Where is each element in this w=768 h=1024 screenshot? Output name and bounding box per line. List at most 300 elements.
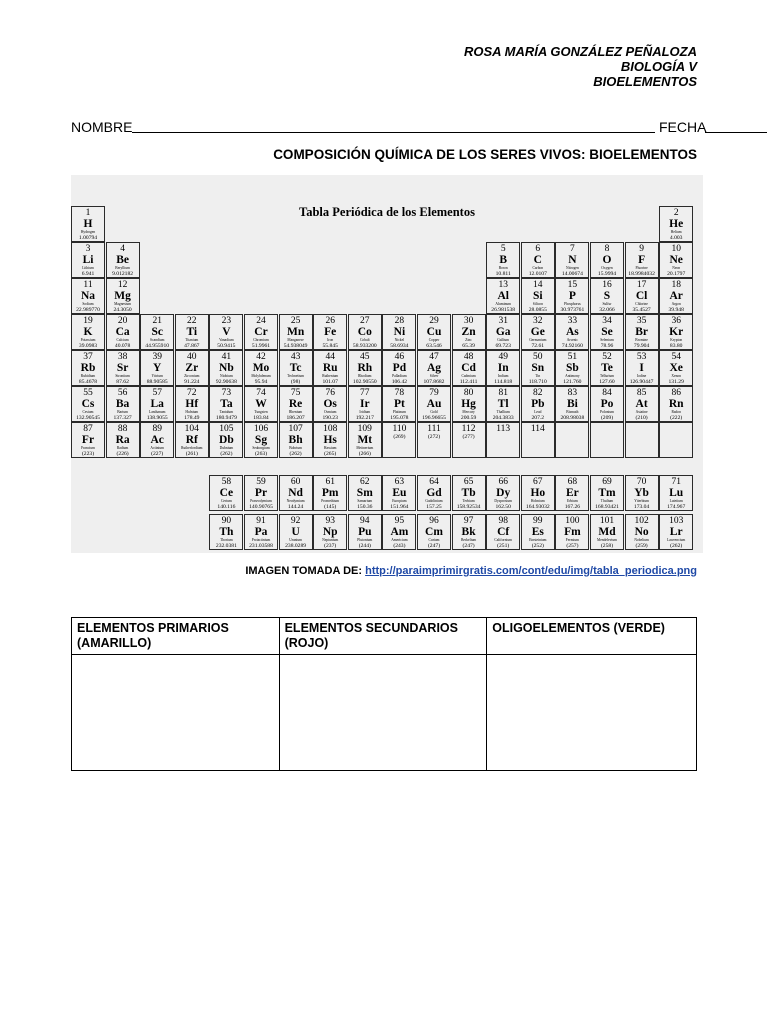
element-cell-gd (417, 475, 451, 511)
atomic-number: 27 (360, 316, 370, 326)
atomic-number: 74 (256, 388, 266, 398)
element-cell-cm (417, 514, 451, 550)
name-date-line (71, 119, 707, 135)
atomic-mass: 151.964 (390, 504, 409, 510)
element-cell-xe (659, 350, 693, 386)
atomic-mass: (259) (635, 543, 648, 549)
element-symbol: B (499, 254, 508, 266)
element-name: Protactinium (251, 538, 271, 542)
element-name: Bohrium (289, 446, 302, 450)
element-symbol: Sr (116, 362, 129, 374)
course-name: BIOLOGÍA V (620, 59, 697, 74)
element-name: Calcium (116, 338, 129, 342)
element-cell-te (590, 350, 624, 386)
atomic-mass: 50.9415 (217, 343, 236, 349)
atomic-mass: 138.9055 (146, 415, 168, 421)
element-symbol: Mn (286, 326, 305, 338)
atomic-number: 87 (83, 424, 93, 434)
element-name: Magnesium (114, 302, 132, 306)
element-name: Lawrencium (667, 538, 686, 542)
atomic-number: 82 (533, 388, 543, 398)
atomic-number: 38 (117, 352, 128, 362)
atomic-number: 89 (152, 424, 162, 434)
atomic-number: 28 (394, 316, 405, 326)
atomic-number: 34 (602, 316, 612, 326)
atomic-mass: 30.973761 (560, 307, 585, 313)
element-name: Barium (117, 410, 128, 414)
element-cell-ag (417, 350, 451, 386)
element-name: Zirconium (184, 374, 200, 378)
element-name: Zinc (465, 338, 472, 342)
element-cell-cu (417, 314, 451, 350)
atomic-number: 98 (498, 516, 508, 526)
atomic-mass: 178.49 (184, 415, 200, 421)
element-cell (486, 422, 520, 458)
element-symbol: Ne (669, 254, 683, 266)
atomic-mass: 204.3833 (492, 415, 514, 421)
element-symbol: Re (288, 398, 303, 410)
element-cell-fe (313, 314, 347, 350)
element-symbol: No (634, 526, 649, 538)
element-symbol: Np (322, 526, 338, 538)
element-cell-zn (452, 314, 486, 350)
atomic-number: 67 (533, 477, 543, 487)
element-symbol: Ho (530, 487, 546, 499)
atomic-number: 80 (463, 388, 474, 398)
element-symbol: Ru (322, 362, 338, 374)
element-symbol: F (638, 254, 646, 266)
atomic-number: 14 (533, 280, 543, 290)
element-name: Cerium (221, 499, 232, 503)
element-cell-ru (313, 350, 347, 386)
atomic-mass: 22.989770 (76, 307, 100, 313)
element-name: Nickel (394, 338, 405, 342)
element-name: Copper (428, 338, 440, 342)
atomic-number: 7 (570, 244, 575, 254)
element-symbol: Pu (358, 526, 372, 538)
element-symbol: Ge (530, 326, 545, 338)
element-name: Radium (116, 446, 129, 450)
element-cell-pu (348, 514, 382, 550)
element-cell-sm (348, 475, 382, 511)
element-name: Neptunium (322, 538, 339, 542)
atomic-number: 100 (565, 516, 580, 526)
header-trace-elements: OLIGOELEMENTOS (VERDE) (487, 618, 697, 655)
atomic-number: 90 (221, 516, 232, 526)
element-name: Hafnium (185, 410, 199, 414)
atomic-mass: 144.24 (287, 504, 304, 510)
atomic-number: 4 (120, 244, 125, 254)
element-name: Iodine (637, 374, 647, 378)
atomic-number: 71 (671, 477, 681, 487)
element-name: Molybdenum (251, 374, 271, 378)
element-symbol: Sb (565, 362, 579, 374)
element-symbol: Hs (323, 434, 337, 446)
element-cell-th (209, 514, 243, 550)
element-cell-si (521, 278, 555, 314)
element-symbol: C (533, 254, 542, 266)
atomic-number: 53 (636, 352, 647, 362)
atomic-mass: (277) (462, 434, 475, 440)
element-name: Iron (327, 338, 334, 342)
atomic-number: 13 (498, 280, 508, 290)
document-header (464, 44, 697, 89)
atomic-number: 109 (357, 424, 372, 434)
atomic-mass: (266) (358, 451, 371, 457)
atomic-mass: 18.9984032 (628, 271, 655, 277)
element-name: Erbium (567, 499, 578, 503)
element-symbol: Po (600, 398, 614, 410)
element-symbol: Ta (220, 398, 233, 410)
atomic-mass: 14.00674 (561, 271, 583, 277)
atomic-number: 97 (463, 516, 474, 526)
name-blank-line[interactable] (132, 132, 655, 133)
element-cell-rb (71, 350, 105, 386)
atomic-number: 55 (83, 388, 93, 398)
atomic-mass: (263) (254, 451, 268, 457)
element-cell-pt (382, 386, 416, 422)
element-cell-y (140, 350, 174, 386)
atomic-number: 11 (83, 280, 93, 290)
atomic-number: 86 (671, 388, 681, 398)
atomic-mass: (145) (324, 504, 337, 510)
element-name: Silicon (532, 302, 543, 306)
element-symbol: Ni (393, 326, 406, 338)
element-name: Tellurium (599, 374, 615, 378)
element-name: Titanium (185, 338, 199, 342)
element-symbol: Li (82, 254, 94, 266)
atomic-number: 20 (117, 316, 128, 326)
atomic-mass: 95.94 (254, 379, 268, 385)
periodic-table-image (71, 175, 703, 553)
element-name: Oxygen (601, 266, 613, 270)
element-symbol: Pb (531, 398, 545, 410)
atomic-mass: 162.50 (495, 504, 511, 510)
element-symbol: Db (219, 434, 234, 446)
element-symbol: Eu (392, 487, 407, 499)
element-cell-sc (140, 314, 174, 350)
atomic-number: 70 (636, 477, 647, 487)
atomic-number: 69 (602, 477, 612, 487)
atomic-number: 25 (290, 316, 301, 326)
atomic-number: 68 (567, 477, 578, 487)
element-cell-mg (106, 278, 140, 314)
element-symbol: Er (566, 487, 579, 499)
element-cell-w (244, 386, 278, 422)
atomic-number: 81 (498, 388, 508, 398)
atomic-number: 92 (290, 516, 301, 526)
element-name: Carbon (532, 266, 544, 270)
element-cell-nd (279, 475, 313, 511)
atomic-number: 39 (152, 352, 162, 362)
element-name: Dysprosium (494, 499, 512, 503)
element-cell-co (348, 314, 382, 350)
atomic-mass: 15.9994 (597, 271, 617, 277)
atomic-mass: 127.60 (599, 379, 615, 385)
atomic-number: 110 (392, 424, 407, 434)
element-cell-tb (452, 475, 486, 511)
atomic-mass: 232.0381 (215, 543, 237, 549)
element-cell-rn (659, 386, 693, 422)
element-symbol: Kr (669, 326, 684, 338)
element-cell-li (71, 242, 105, 278)
element-cell-la (140, 386, 174, 422)
element-cell-cf (486, 514, 520, 550)
element-symbol: Cl (635, 290, 648, 302)
atomic-number: 23 (221, 316, 232, 326)
element-cell-mo (244, 350, 278, 386)
atomic-number: 18 (671, 280, 681, 290)
element-symbol: N (568, 254, 577, 266)
atomic-mass: 140.90765 (249, 504, 273, 510)
element-symbol: W (255, 398, 267, 410)
atomic-mass: 196.96655 (422, 415, 446, 421)
atomic-number: 101 (599, 516, 615, 526)
element-name: Selenium (600, 338, 614, 342)
atomic-mass: 69.723 (495, 343, 511, 349)
atomic-mass: (226) (116, 451, 129, 457)
element-name: Xenon (671, 374, 681, 378)
atomic-number: 17 (636, 280, 647, 290)
element-symbol: V (222, 326, 231, 338)
element-symbol: Pr (254, 487, 268, 499)
element-cell-yb (625, 475, 659, 511)
element-cell-ga (486, 314, 520, 350)
element-symbol: Ti (186, 326, 198, 338)
element-cell-ti (175, 314, 209, 350)
element-symbol: Sm (356, 487, 373, 499)
element-cell-lr (659, 514, 693, 550)
element-name: Uranium (289, 538, 302, 542)
element-symbol: Si (533, 290, 543, 302)
element-cell-mn (279, 314, 313, 350)
date-label: FECHA (659, 119, 707, 135)
atomic-number: 45 (360, 352, 370, 362)
atomic-mass: 207.2 (531, 415, 545, 421)
element-name: Europium (392, 499, 407, 503)
date-blank-line[interactable] (705, 132, 767, 133)
atomic-number: 105 (219, 424, 234, 434)
element-name: Americium (391, 538, 408, 542)
atomic-mass: (247) (427, 543, 441, 549)
atomic-number: 84 (602, 388, 612, 398)
element-symbol: Na (80, 290, 96, 302)
atomic-mass: 85.4678 (78, 379, 98, 385)
element-name: Strontium (115, 374, 130, 378)
element-name: Tantalum (219, 410, 234, 414)
element-symbol: Rn (668, 398, 684, 410)
atomic-number: 114 (530, 424, 545, 434)
atomic-mass: 92.90638 (215, 379, 237, 385)
atomic-mass: 231.03588 (249, 543, 273, 549)
element-name: Meitnerium (356, 446, 374, 450)
element-symbol: Am (390, 526, 409, 538)
atomic-mass: 157.25 (426, 504, 442, 510)
element-symbol: Cs (81, 398, 95, 410)
element-symbol: As (566, 326, 579, 338)
atomic-mass: (227) (151, 451, 164, 457)
element-symbol: Pd (392, 362, 407, 374)
atomic-number: 21 (152, 316, 162, 326)
element-symbol: Cf (497, 526, 510, 538)
atomic-mass: 132.90545 (76, 415, 100, 421)
element-symbol: Fm (564, 526, 581, 538)
element-name: Thorium (220, 538, 233, 542)
element-cell-in (486, 350, 520, 386)
element-name: Dubnium (219, 446, 234, 450)
element-cell-ra (106, 422, 140, 458)
atomic-number: 64 (429, 477, 439, 487)
atomic-mass: 83.80 (669, 343, 683, 349)
element-symbol: Be (116, 254, 129, 266)
atomic-number: 51 (567, 352, 578, 362)
atomic-mass: (257) (566, 543, 579, 549)
element-cell-v (209, 314, 243, 350)
element-cell-u (279, 514, 313, 550)
element-name: Hydrogen (80, 230, 96, 234)
atomic-mass: 173.04 (633, 504, 650, 510)
atomic-mass: 65.39 (462, 343, 475, 349)
element-name: Cobalt (360, 338, 370, 342)
element-cell-be (106, 242, 140, 278)
element-symbol: Pa (254, 526, 268, 538)
answer-cell-trace[interactable] (487, 655, 697, 771)
element-cell-md (590, 514, 624, 550)
element-cell-at (625, 386, 659, 422)
element-symbol: Rb (80, 362, 96, 374)
element-name: Berkelium (461, 538, 477, 542)
element-cell-he (659, 206, 693, 242)
element-symbol: Hg (461, 398, 476, 410)
element-symbol: At (635, 398, 648, 410)
element-name: Manganese (287, 338, 304, 342)
element-cell-s (590, 278, 624, 314)
element-cell-lu (659, 475, 693, 511)
element-name: Mendelevium (597, 538, 617, 542)
atomic-number: 62 (360, 477, 370, 487)
atomic-number: 83 (567, 388, 578, 398)
element-name: Technetium (287, 374, 305, 378)
element-cell-zr (175, 350, 209, 386)
atomic-mass: 12.0107 (528, 271, 547, 277)
element-cell-sn (521, 350, 555, 386)
answer-cell-secondary[interactable] (279, 655, 487, 771)
element-symbol: Co (357, 326, 372, 338)
atomic-mass: 174.967 (667, 504, 686, 510)
element-symbol: Zn (461, 326, 476, 338)
atomic-mass: (223) (81, 451, 95, 457)
atomic-mass: 118.710 (528, 379, 547, 385)
element-cell-es (521, 514, 555, 550)
element-symbol: Ca (115, 326, 130, 338)
atomic-number: 54 (671, 352, 681, 362)
element-cell-bh (279, 422, 313, 458)
atomic-mass: 183.84 (253, 415, 269, 421)
atomic-number: 77 (360, 388, 370, 398)
element-cell-cd (452, 350, 486, 386)
atomic-mass: 158.92534 (456, 504, 481, 510)
atomic-mass: 101.07 (322, 379, 338, 385)
atomic-mass: 190.23 (322, 415, 338, 421)
answer-cell-primary[interactable] (72, 655, 280, 771)
element-name: Neodymium (286, 499, 305, 503)
element-name: Lead (534, 410, 542, 414)
element-name: Palladium (392, 374, 407, 378)
atomic-mass: 26.981538 (491, 307, 516, 313)
element-symbol: Gd (426, 487, 442, 499)
element-symbol: Tm (598, 487, 616, 499)
atomic-number: 31 (498, 316, 508, 326)
element-name: Gallium (497, 338, 510, 342)
atomic-mass: 4.003 (669, 235, 683, 241)
atomic-number: 94 (360, 516, 370, 526)
element-cell-sr (106, 350, 140, 386)
atomic-number: 50 (533, 352, 543, 362)
header-primary-elements: ELEMENTOS PRIMARIOS (AMARILLO) (72, 618, 280, 655)
element-cell-po (590, 386, 624, 422)
element-symbol: O (602, 254, 612, 266)
element-symbol: P (568, 290, 576, 302)
element-cell-nb (209, 350, 243, 386)
atomic-mass: 63.546 (426, 343, 442, 349)
element-symbol: Bk (461, 526, 476, 538)
atomic-number: 99 (533, 516, 543, 526)
atomic-mass: 79.904 (633, 343, 650, 349)
element-symbol: Th (219, 526, 234, 538)
element-name: Curium (428, 538, 440, 542)
element-cell-n (555, 242, 589, 278)
image-source-link[interactable]: http://paraimprimirgratis.com/cont/edu/img/tabla_periodica.png (365, 565, 697, 577)
atomic-number: 95 (394, 516, 405, 526)
element-name: Fermium (565, 538, 579, 542)
element-cell-hf (175, 386, 209, 422)
element-cell-os (313, 386, 347, 422)
atomic-number: 47 (429, 352, 439, 362)
atomic-mass: 91.224 (184, 379, 200, 385)
atomic-number: 2 (673, 208, 679, 218)
element-symbol: I (639, 362, 644, 374)
element-name: Francium (81, 446, 95, 450)
element-name: Polonium (600, 410, 614, 414)
element-name: Ruthenium (322, 374, 339, 378)
element-cell-db (209, 422, 243, 458)
element-name: Beryllium (115, 266, 130, 270)
atomic-mass: 107.8682 (423, 379, 445, 385)
atomic-number: 37 (83, 352, 93, 362)
element-symbol: Fe (324, 326, 337, 338)
atomic-number: 79 (429, 388, 439, 398)
element-name: Actinium (150, 446, 164, 450)
atomic-mass: 39.0983 (78, 343, 98, 349)
element-symbol: Sn (531, 362, 545, 374)
element-cell-hg (452, 386, 486, 422)
element-cell-k (71, 314, 105, 350)
atomic-number: 42 (256, 352, 266, 362)
element-cell-o (590, 242, 624, 278)
element-name: Einsteinium (529, 538, 547, 542)
atomic-number: 6 (535, 244, 541, 254)
element-cell-pr (244, 475, 278, 511)
atomic-mass: (252) (531, 543, 544, 549)
atomic-number: 75 (290, 388, 301, 398)
atomic-number: 96 (429, 516, 439, 526)
atomic-mass: (222) (670, 415, 683, 421)
atomic-number: 113 (496, 424, 511, 434)
element-name: Germanium (529, 338, 547, 342)
element-cell-tc (279, 350, 313, 386)
element-symbol: Cu (426, 326, 442, 338)
atomic-mass: 28.0855 (528, 307, 547, 313)
